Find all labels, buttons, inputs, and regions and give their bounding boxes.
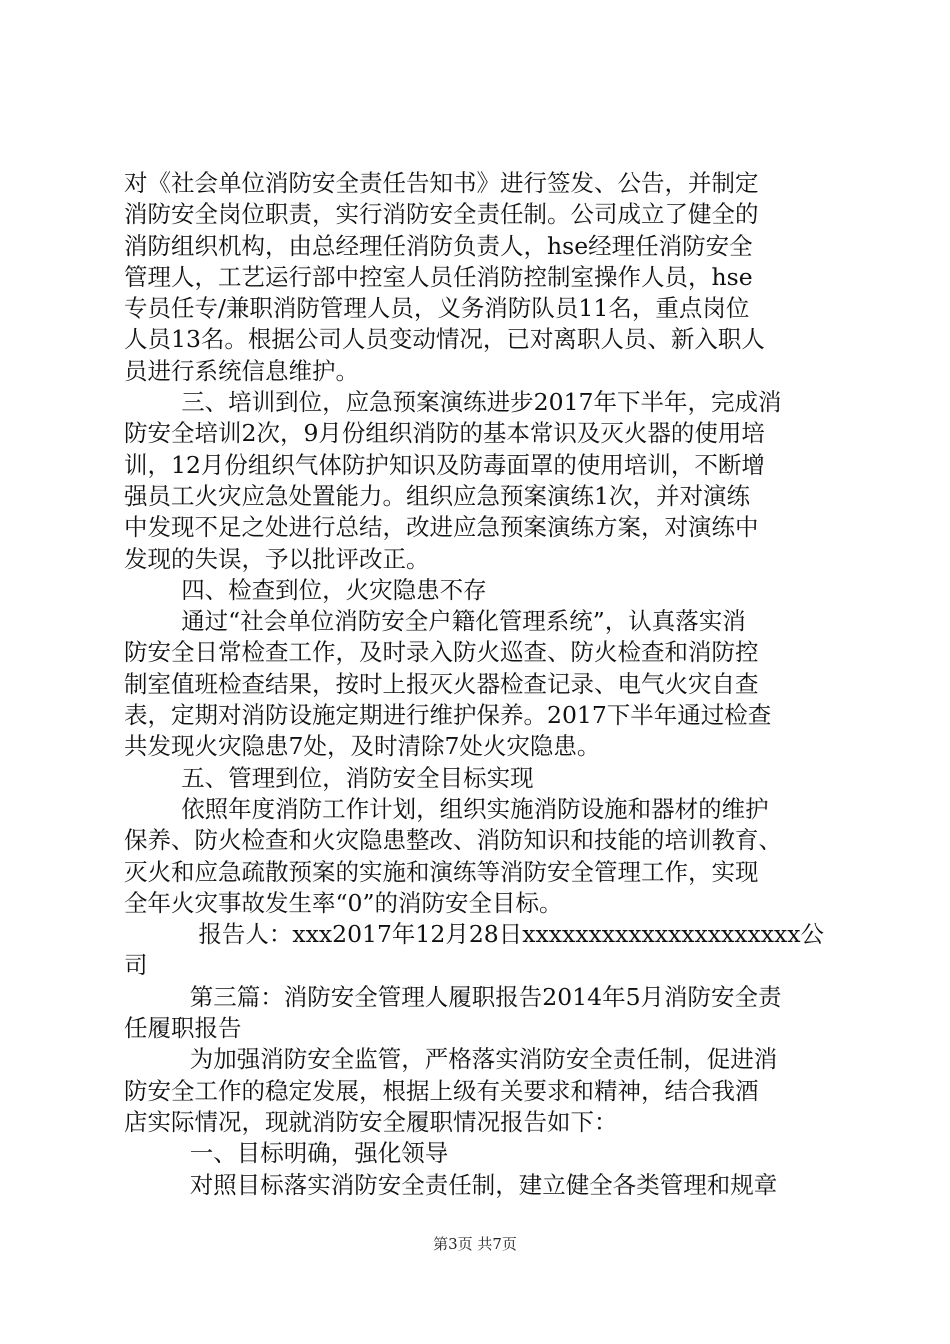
text-line: 管理人，工艺运行部中控室人员任消防控制室操作人员，hse	[124, 262, 753, 291]
text-line: 四、检查到位，火灾隐患不存	[181, 575, 487, 604]
text-line: 中发现不足之处进行总结，改进应急预案演练方案，对演练中	[124, 513, 759, 542]
text-line: 第三篇：消防安全管理人履职报告2014年5月消防安全责	[189, 982, 782, 1011]
text-line: 店实际情况，现就消防安全履职情况报告如下：	[124, 1107, 618, 1136]
text-line: 共发现火灾隐患7处，及时清除7处火灾隐患。	[124, 732, 601, 761]
page-footer: 第3页 共7页	[433, 1235, 517, 1253]
text-line: 员进行系统信息维护。	[124, 356, 359, 385]
text-line: 发现的失误，予以批评改正。	[124, 544, 430, 573]
text-line: 消防组织机构，由总经理任消防负责人，hse经理任消防安全	[124, 231, 753, 260]
text-line: 三、培训到位，应急预案演练进步2017年下半年，完成消	[181, 388, 782, 417]
text-line: 人员13名。根据公司人员变动情况，已对离职人员、新入职人	[124, 325, 765, 354]
text-line: 专员任专/兼职消防管理人员，义务消防队员11名，重点岗位	[124, 294, 750, 323]
text-line: 防安全工作的稳定发展，根据上级有关要求和精神，结合我酒	[124, 1076, 759, 1105]
text-line: 强员工火灾应急处置能力。组织应急预案演练1次，并对演练	[124, 481, 750, 510]
text-line: 为加强消防安全监管，严格落实消防安全责任制，促进消	[189, 1045, 778, 1074]
text-line: 保养、防火检查和火灾隐患整改、消防知识和技能的培训教育、	[124, 826, 782, 855]
text-line: 一、目标明确，强化领导	[189, 1139, 449, 1168]
text-line: 对照目标落实消防安全责任制，建立健全各类管理和规章	[189, 1170, 778, 1199]
text-line: 依照年度消防工作计划，组织实施消防设施和器材的维护	[181, 794, 769, 823]
text-line: 训，12月份组织气体防护知识及防毒面罩的使用培训，不断增	[124, 450, 765, 479]
text-line: 防安全培训2次，9月份组织消防的基本常识及灭火器的使用培	[124, 419, 765, 448]
text-line: 任履职报告	[124, 1014, 242, 1043]
text-line: 表，定期对消防设施定期进行维护保养。2017下半年通过检查	[124, 701, 772, 730]
text-line: 全年火灾事故发生率“0”的消防安全目标。	[124, 888, 563, 917]
text-line: 通过“社会单位消防安全户籍化管理系统”，认真落实消	[181, 607, 746, 636]
text-line: 司	[124, 951, 148, 980]
text-line: 消防安全岗位职责，实行消防安全责任制。公司成立了健全的	[124, 200, 759, 229]
text-line: 五、管理到位，消防安全目标实现	[181, 763, 534, 792]
text-line: 制室值班检查结果，按时上报灭火器检查记录、电气火灾自查	[124, 669, 759, 698]
text-line: 灭火和应急疏散预案的实施和演练等消防安全管理工作，实现	[124, 857, 759, 886]
text-line: 报告人：xxx2017年12月28日xxxxxxxxxxxxxxxxxxxxx公	[198, 920, 825, 949]
document-body	[124, 168, 830, 1201]
text-line: 对《社会单位消防安全责任告知书》进行签发、公告，并制定	[124, 169, 759, 197]
text-line: 防安全日常检查工作，及时录入防火巡查、防火检查和消防控	[124, 638, 759, 667]
